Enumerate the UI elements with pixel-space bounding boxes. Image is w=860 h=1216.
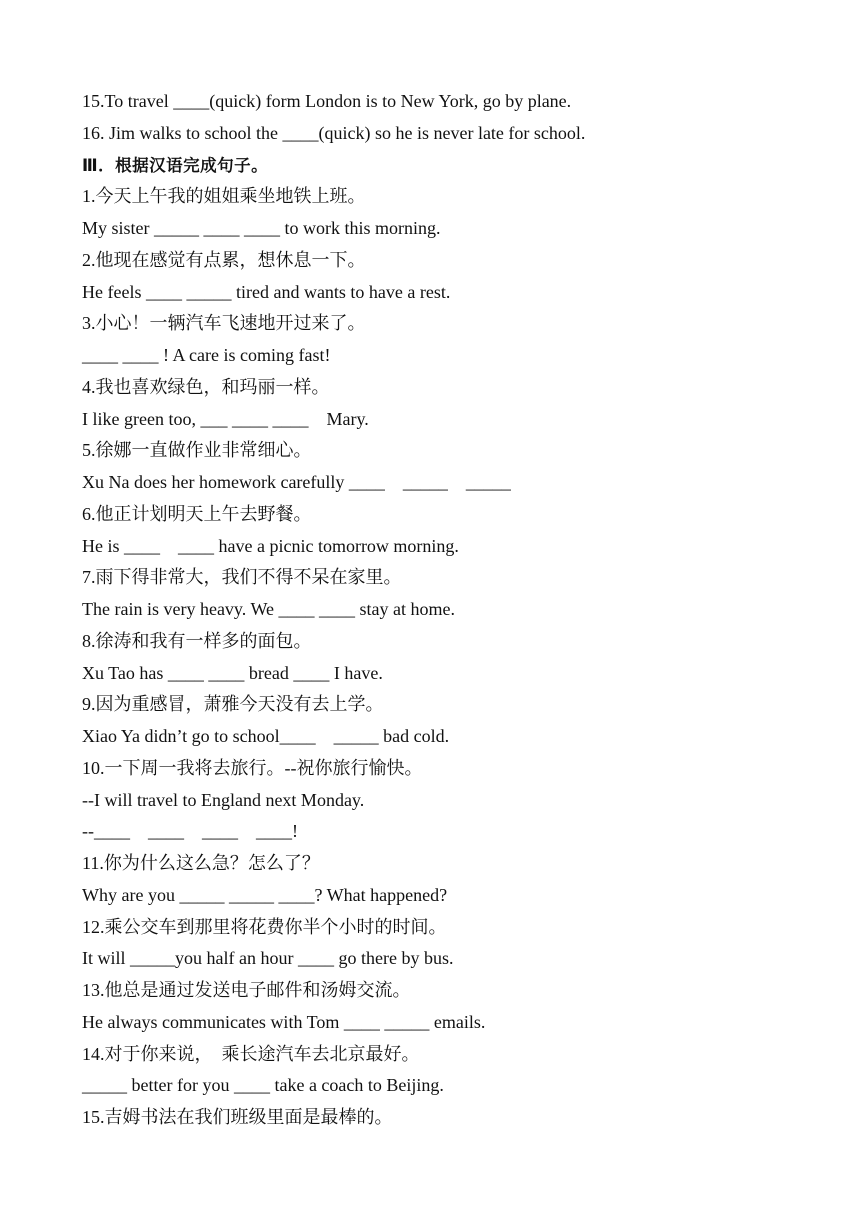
- prompt-8-english: Xu Tao has ____ ____ bread ____ I have.: [82, 662, 383, 683]
- prompt-1-chinese: 1.今天上午我的姐姐乘坐地铁上班。: [82, 186, 366, 207]
- prompt-13-english: He always communicates with Tom ____ _____ emails.: [82, 1011, 486, 1032]
- prompt-5-chinese: 5.徐娜一直做作业非常细心。: [82, 440, 312, 461]
- prompt-1-english: My sister _____ ____ ____ to work this morning.: [82, 218, 441, 238]
- prompt-12-english: It will _____you half an hour ____ go there by bus.: [82, 948, 454, 969]
- prompt-3-english: ____ ____ ! A care is coming fast!: [82, 345, 331, 365]
- prompt-10-chinese: 10.一下周一我将去旅行。--祝你旅行愉快。: [82, 757, 423, 778]
- prompt-9-english: Xiao Ya didn’t go to school____ _____ bad cold.: [82, 726, 450, 746]
- prompt-6-chinese: 6.他正计划明天上午去野餐。: [82, 503, 312, 524]
- prompt-6-english: He is ____ ____ have a picnic tomorrow morning.: [82, 535, 459, 556]
- prompt-15-chinese: 15.吉姆书法在我们班级里面是最棒的。: [82, 1107, 393, 1127]
- prompt-14-chinese: 14.对于你来说， 乘长途汽车去北京最好。: [82, 1043, 420, 1064]
- section-heading-iii: Ⅲ．根据汉语完成句子。: [82, 155, 269, 175]
- prompt-13-chinese: 13.他总是通过发送电子邮件和汤姆交流。: [82, 980, 411, 1000]
- prompt-9-chinese: 9.因为重感冒，萧雅今天没有去上学。: [82, 694, 384, 715]
- prompt-4-english: I like green too, ___ ____ ____ Mary.: [82, 408, 369, 429]
- prompt-10-english-a: --I will travel to England next Monday.: [82, 789, 365, 810]
- prompt-7-chinese: 7.雨下得非常大，我们不得不呆在家里。: [82, 567, 402, 588]
- prompt-11-chinese: 11.你为什么这么急？怎么了？: [82, 853, 320, 873]
- exercise-line-16-quick: 16. Jim walks to school the ____(quick) so he is never late for school.: [82, 122, 586, 143]
- prompt-2-chinese: 2.他现在感觉有点累，想休息一下。: [82, 249, 366, 270]
- prompt-10-english-b: --____ ____ ____ ____!: [82, 821, 298, 842]
- prompt-8-chinese: 8.徐涛和我有一样多的面包。: [82, 630, 312, 651]
- prompt-5-english: Xu Na does her homework carefully ____ _____ _____: [82, 472, 511, 492]
- prompt-4-chinese: 4.我也喜欢绿色，和玛丽一样。: [82, 376, 330, 397]
- prompt-14-english: _____ better for you ____ take a coach to Beijing.: [82, 1075, 444, 1096]
- prompt-3-chinese: 3.小心！一辆汽车飞速地开过来了。: [82, 313, 366, 334]
- prompt-2-english: He feels ____ _____ tired and wants to have a rest.: [82, 281, 451, 302]
- exercise-line-15-quick: 15.To travel ____(quick) form London is to New York, go by plane.: [82, 91, 572, 111]
- prompt-11-english: Why are you _____ _____ ____? What happened?: [82, 884, 448, 905]
- prompt-7-english: The rain is very heavy. We ____ ____ stay at home.: [82, 599, 455, 619]
- prompt-12-chinese: 12.乘公交车到那里将花费你半个小时的时间。: [82, 916, 447, 937]
- worksheet-page: [82, 86, 802, 1134]
